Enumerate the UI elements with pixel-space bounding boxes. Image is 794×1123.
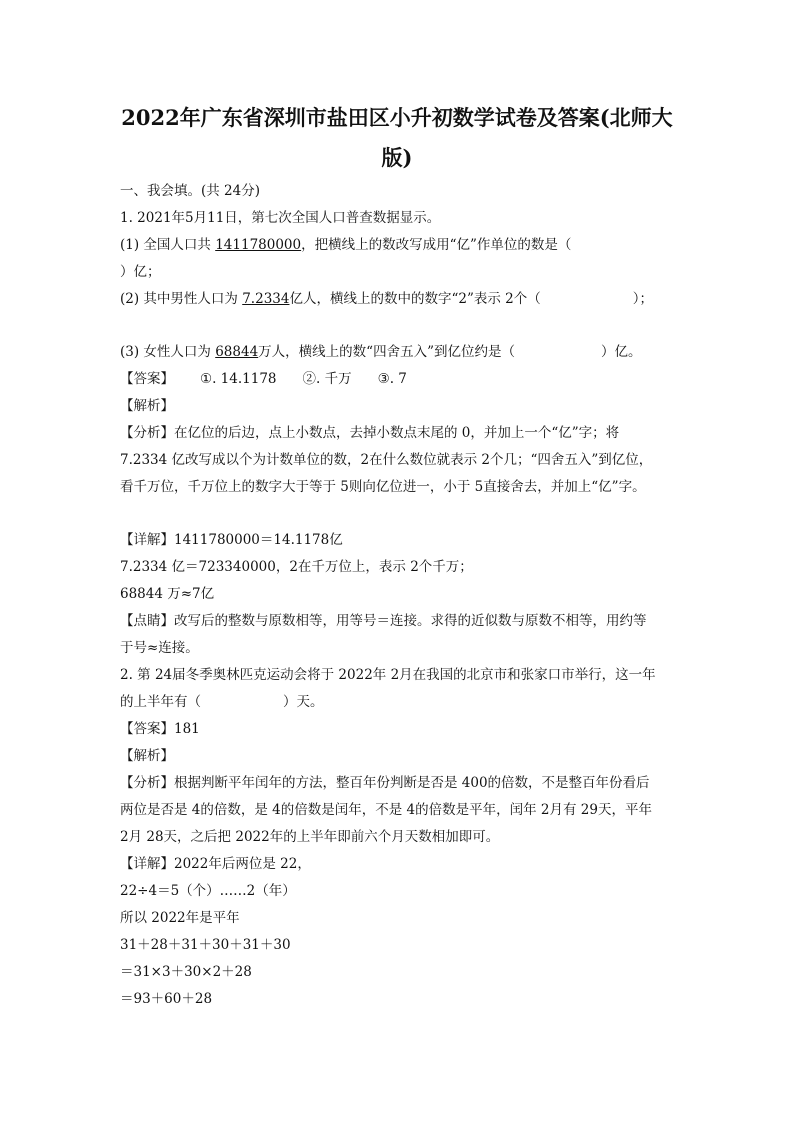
q1-part3: (3) 女性人口为 68844万人，横线上的数“四舍五入”到亿位约是（ ）亿。 (120, 344, 642, 360)
q1-jiexi-label: 【解析】 (120, 398, 174, 414)
q2-detail-5: ＝31×3＋30×2＋28 (120, 964, 252, 980)
q1-part3-number: 68844 (215, 344, 259, 360)
q2-detail-3: 所以 2022年是平年 (120, 910, 240, 926)
q1-part1-end: ）亿； (120, 264, 161, 280)
section-heading: 一、我会填。(共 24分) (120, 183, 261, 199)
q2-jiexi-label: 【解析】 (120, 748, 174, 764)
q2-detail-1: 【详解】2022年后两位是 22， (120, 856, 311, 872)
q1-part2: (2) 其中男性人口为 7.2334亿人，横线上的数中的数字“2”表示 2个（ ）； (120, 291, 653, 307)
q2-answer: 【答案】181 (120, 721, 200, 737)
q1-dianjing-1: 【点睛】改写后的整数与原数相等，用等号＝连接。求得的近似数与原数不相等，用约等 (120, 613, 647, 629)
q1-answer-2: ②. 千万 (302, 371, 352, 387)
q2-stem-2: 的上半年有（ ）天。 (120, 694, 324, 710)
q1-detail-1: 【详解】1411780000＝14.1178亿 (120, 532, 343, 548)
q2-detail-4: 31＋28＋31＋30＋31＋30 (120, 937, 291, 953)
q1-stem: 1. 2021年5月11日，第七次全国人口普查数据显示。 (120, 210, 441, 226)
q1-dianjing-2: 于号≈连接。 (120, 640, 199, 656)
q2-analysis-2: 两位是否是 4的倍数，是 4的倍数是闰年，不是 4的倍数是平年，闰年 2月有 29天，平年 (120, 802, 652, 818)
q1-answer-3: ③. 7 (377, 371, 407, 387)
q2-answer-value: 181 (174, 721, 200, 737)
document-body (120, 178, 680, 1013)
q1-detail-3: 68844 万≈7亿 (120, 586, 215, 602)
q1-answer-1: ①. 14.1178 (200, 371, 277, 387)
q1-part2-number: 7.2334 (242, 291, 290, 307)
q2-detail-2: 22÷4＝5（个）……2（年） (120, 883, 296, 899)
q1-detail-2: 7.2334 亿＝723340000，2在千万位上，表示 2个千万； (120, 559, 473, 575)
q1-analysis-3: 看千万位，千万位上的数字大于等于 5则向亿位进一，小于 5直接舍去，并加上“亿”字。 (120, 479, 646, 495)
q2-detail-6: ＝93＋60＋28 (120, 991, 213, 1007)
q1-analysis-1: 【分析】在亿位的后边，点上小数点，去掉小数点末尾的 0，并加上一个“亿”字；将 (120, 425, 620, 441)
q1-answer: 【答案】 ①. 14.1178 ②. 千万 ③. 7 (120, 366, 680, 393)
document-title: 2022年广东省深圳市盐田区小升初数学试卷及答案(北师大版) (121, 105, 673, 170)
q1-analysis-2: 7.2334 亿改写成以个为计数单位的数，2在什么数位就表示 2个几；“四舍五入”到亿位， (120, 452, 653, 468)
q2-analysis-1: 【分析】根据判断平年闰年的方法，整百年份判断是否是 400的倍数，不是整百年份看后 (120, 775, 650, 791)
q2-analysis-3: 2月 28天，之后把 2022年的上半年即前六个月天数相加即可。 (120, 829, 500, 845)
q2-stem-1: 2. 第 24届冬季奥林匹克运动会将于 2022年 2月在我国的北京市和张家口市举行，这一年 (120, 667, 656, 683)
q1-part1: (1) 全国人口共 1411780000，把横线上的数改写成用“亿”作单位的数是（ (120, 237, 572, 253)
q1-part1-number: 1411780000 (215, 237, 302, 253)
